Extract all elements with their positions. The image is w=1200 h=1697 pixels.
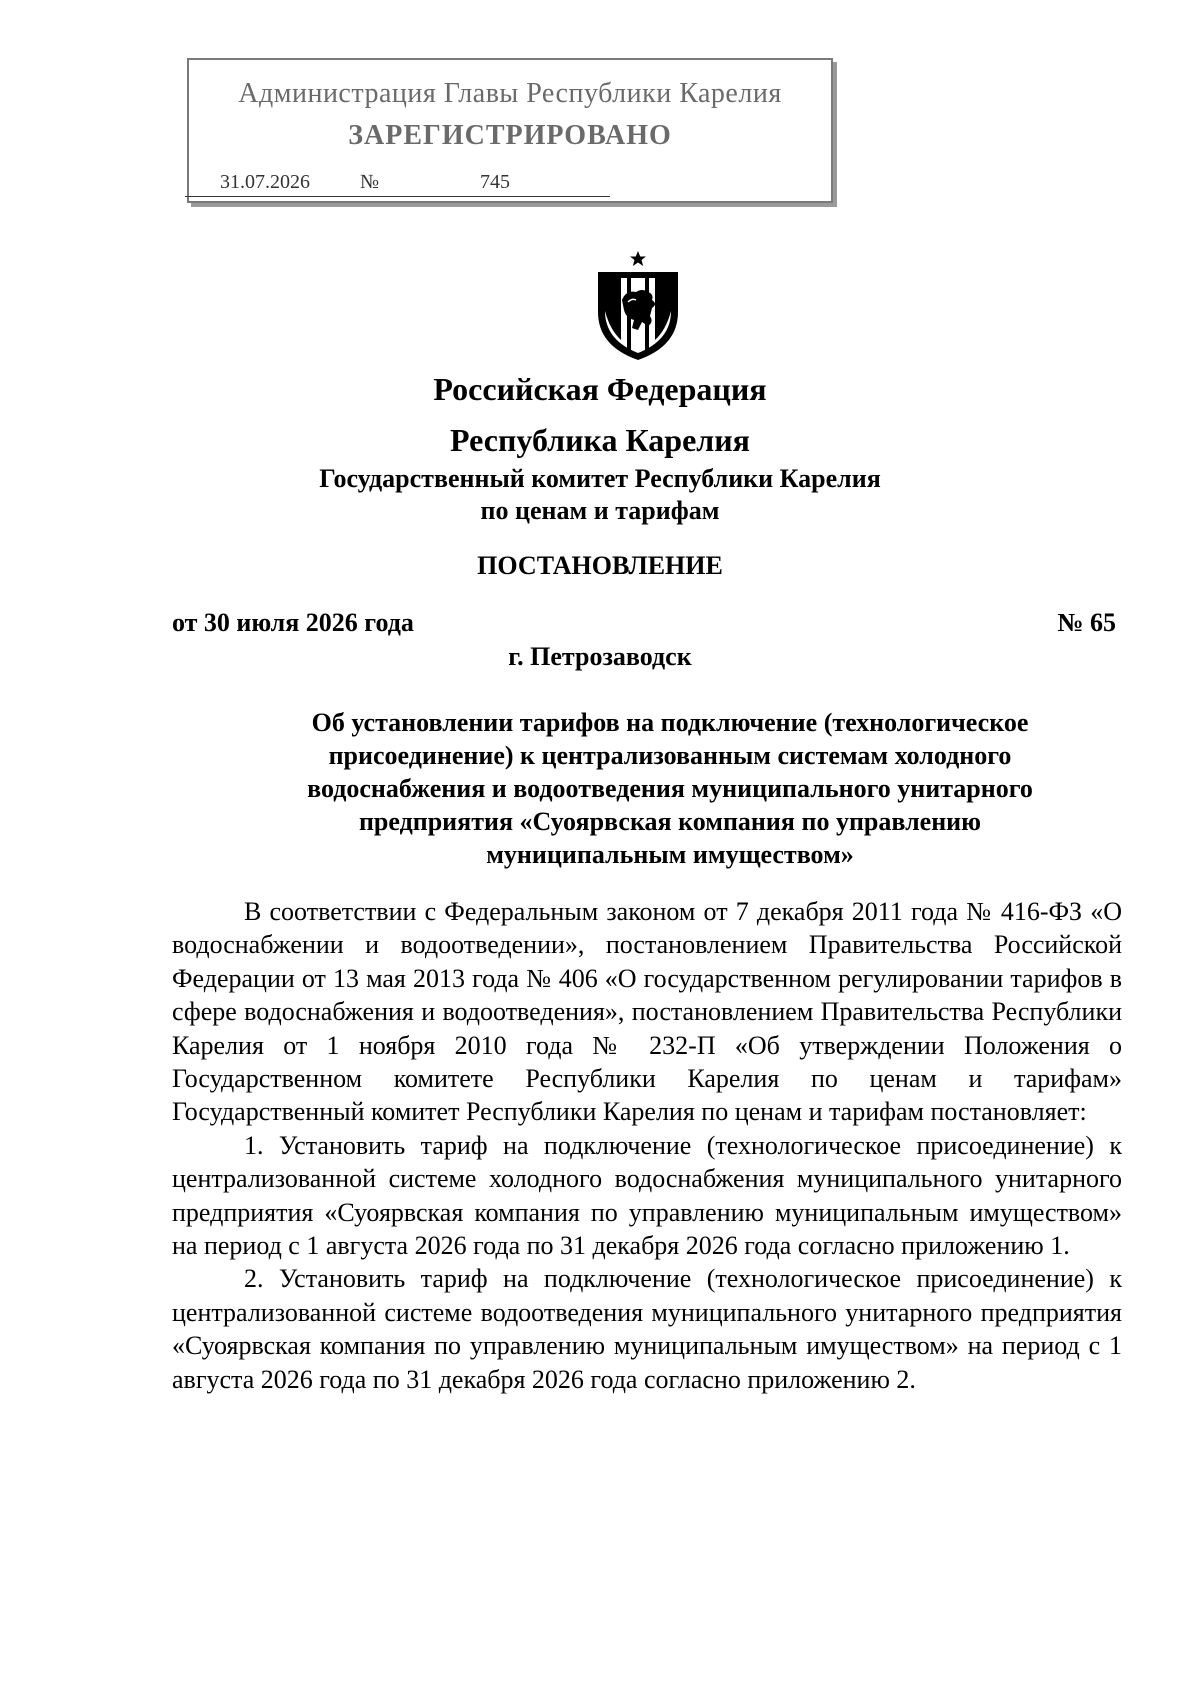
title-line: Об установлении тарифов на подключение (технологическое <box>311 708 1029 737</box>
title-line: муниципальным имуществом» <box>486 840 854 869</box>
karelia-coat-of-arms-icon <box>592 250 684 362</box>
header-committee-line1: Государственный комитет Республики Карелия <box>319 464 881 493</box>
title-line: водоснабжения и водоотведения муниципального унитарного <box>307 774 1033 803</box>
body-item-2: 2. Установить тариф на подключение (технологическое присоединение) к централизованной системе водоотведения муниципального унитарного предприятия «Суоярвская компания по управлению муниципальным имуществом» на период с 1 августа 2026 года по 31 декабря 2026 года согласно приложению 2. <box>172 1264 1122 1394</box>
document-date: от 30 июля 2026 года <box>172 608 414 637</box>
title-line: предприятия «Суоярвская компания по управлению <box>358 807 982 836</box>
document-city: г. Петрозаводск <box>508 642 692 671</box>
document-type: ПОСТАНОВЛЕНИЕ <box>477 551 723 580</box>
body-item-1: 1. Установить тариф на подключение (технологическое присоединение) к централизованной системе холодного водоснабжения муниципального унитарного предприятия «Суоярвская компания по управлению муниципальным имуществом» на период с 1 августа 2026 года по 31 декабря 2026 года согласно приложению 1. <box>172 1130 1122 1261</box>
document-body <box>172 895 1122 1396</box>
document-number: № 65 <box>1057 608 1116 637</box>
stamp-underline <box>185 196 610 197</box>
stamp-number: 745 <box>480 171 510 193</box>
document-title <box>240 706 1100 871</box>
stamp-number-label: № <box>360 171 380 193</box>
header-committee-line2: по ценам и тарифам <box>480 496 720 525</box>
stamp-status: ЗАРЕГИСТРИРОВАНО <box>348 120 672 151</box>
stamp-organization: Администрация Главы Республики Карелия <box>238 78 782 109</box>
body-preamble: В соответствии с Федеральным законом от 7 декабря 2011 года № 416-ФЗ «О водоснабжении и водоотведении», постановлением Правительства Российской Федерации от 13 мая 2013 года № 406 «О государственном регулировании тарифов в сфере водоснабжения и водоотведения», постановлением Правительства Республики Карелия от 1 ноября 2010 года № 232-П «Об утверждении Положения о Государственном комитете Республики Карелия по ценам и тарифам» Государственный комитет Республики Карелия по ценам и тарифам постановляет: <box>172 897 1122 1127</box>
header-republic: Республика Карелия <box>450 422 750 458</box>
stamp-date: 31.07.2026 <box>220 171 310 193</box>
header-country: Российская Федерация <box>433 371 767 407</box>
title-line: присоединение) к централизованным системам холодного <box>328 741 1012 770</box>
